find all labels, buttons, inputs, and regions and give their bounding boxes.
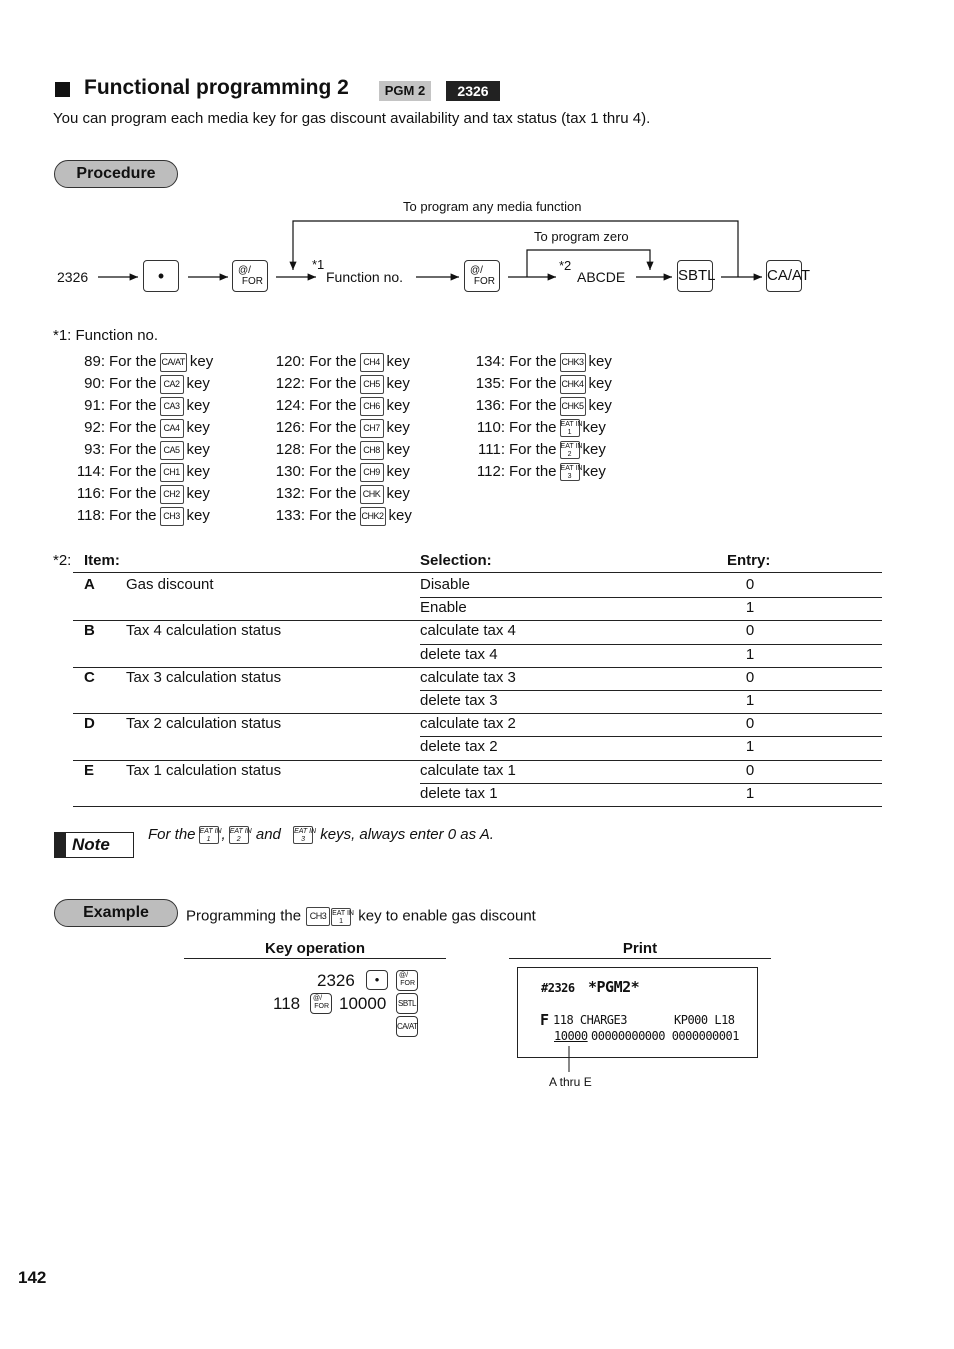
table-entry: 0 — [745, 576, 755, 593]
function-pre: For the — [509, 441, 557, 458]
function-post: key — [588, 353, 612, 370]
function-list-item — [55, 483, 235, 505]
header-selection: Selection: — [420, 552, 492, 569]
media-key: CA4 — [160, 419, 184, 438]
example-desc-pre: Programming the — [186, 907, 302, 925]
function-pre: For the — [509, 419, 557, 436]
header-entry: Entry: — [727, 552, 771, 569]
page-number: 142 — [18, 1268, 47, 1287]
function-list-heading: *1: Function no. — [53, 327, 159, 344]
function-number: 128: — [275, 441, 305, 458]
note-text — [148, 826, 494, 844]
function-pre: For the — [309, 353, 357, 370]
media-key: CH6 — [360, 397, 384, 416]
function-list-item — [455, 439, 635, 461]
example-desc — [186, 907, 536, 926]
function-pre: For the — [109, 397, 157, 414]
table-entry: 0 — [745, 761, 755, 779]
eatin-1-key: EAT IN 1 — [199, 828, 222, 844]
function-post: key — [386, 485, 410, 502]
table-group-letter: C — [84, 668, 95, 686]
table-entry: 0 — [745, 715, 755, 733]
table-group-letter: A — [84, 576, 95, 593]
keyop-dot-key: • — [366, 970, 388, 990]
receipt-line3-abcde: 10000 — [554, 1029, 588, 1043]
media-key: CA3 — [160, 397, 184, 416]
function-list-item — [255, 395, 435, 417]
table-selection: delete tax 2 — [420, 738, 498, 756]
function-post: key — [582, 441, 606, 458]
function-post: key — [386, 353, 410, 370]
function-pre: For the — [509, 397, 557, 414]
for-key-top: @/ — [238, 265, 251, 276]
for-key — [232, 260, 268, 292]
function-pre: For the — [509, 463, 557, 480]
function-post: key — [388, 507, 412, 524]
intro-text: You can program each media key for gas discount availability and tax status (tax 1 thru 4). — [53, 110, 651, 127]
ch3-key: CH3 — [306, 907, 330, 926]
example-desc-post: key to enable gas discount — [358, 907, 536, 925]
keyop-line2-num2: 10000 — [339, 994, 387, 1013]
function-number: 114: — [76, 463, 105, 480]
receipt-line2-charge: 118 CHARGE3 — [553, 1013, 627, 1027]
note-post: keys, always enter 0 as A. — [320, 826, 494, 843]
note2-mark: *2 — [559, 258, 572, 273]
table-rule — [420, 644, 882, 645]
note-pre: For the — [148, 826, 196, 843]
function-post: key — [186, 375, 210, 392]
loop-zero-label: To program zero — [534, 229, 629, 244]
function-list-item — [455, 417, 635, 439]
keyop-for-key-2: @/ FOR — [310, 993, 332, 1014]
function-col-1 — [55, 351, 235, 527]
caat-key: CA/AT — [766, 260, 802, 292]
media-key: CHK — [360, 485, 384, 504]
function-pre: For the — [309, 485, 357, 502]
table-selection: delete tax 4 — [420, 645, 498, 663]
for-key-bottom: FOR — [473, 276, 495, 287]
function-pre: For the — [309, 463, 357, 480]
function-post: key — [186, 397, 210, 414]
function-pre: For the — [109, 419, 157, 436]
function-post: key — [186, 441, 210, 458]
function-pre: For the — [309, 419, 357, 436]
function-pre: For the — [109, 375, 157, 392]
function-post: key — [588, 397, 612, 414]
table-group-item: Tax 2 calculation status — [126, 715, 282, 733]
function-list-item — [255, 439, 435, 461]
table-group-item: Tax 3 calculation status — [126, 668, 282, 686]
print-header: Print — [622, 940, 658, 957]
function-number: 93: — [84, 441, 105, 458]
keyop-line2-num1: 118 — [273, 994, 301, 1013]
function-post: key — [186, 419, 210, 436]
function-list-item — [455, 373, 635, 395]
function-post: key — [386, 375, 410, 392]
note1-mark: *1 — [312, 257, 325, 272]
for-key-bottom: FOR — [241, 276, 263, 287]
print-rule — [509, 958, 771, 959]
function-list-item — [55, 439, 235, 461]
table-rule — [420, 736, 882, 737]
table-selection: calculate tax 3 — [420, 668, 516, 686]
function-number: 120: — [275, 353, 305, 370]
code-badge: 2326 — [446, 81, 500, 101]
table-entry: 1 — [745, 692, 755, 709]
media-key: CHK4 — [560, 375, 586, 394]
for-key-2 — [464, 260, 500, 292]
media-key: CH7 — [360, 419, 384, 438]
keyop-line1-num: 2326 — [317, 971, 355, 990]
media-key: CH3 — [160, 507, 184, 526]
function-number: 110: — [476, 419, 505, 436]
function-pre: For the — [509, 375, 557, 392]
function-number: 126: — [275, 419, 305, 436]
function-number: 124: — [275, 397, 305, 414]
function-number: 122: — [275, 375, 305, 392]
table-rule — [420, 783, 882, 784]
keyop-for-key-1: @/ FOR — [396, 970, 418, 991]
function-list-item — [55, 395, 235, 417]
receipt-line1-pgm: *PGM2* — [588, 978, 640, 996]
table-entry: 1 — [745, 738, 755, 756]
table-entry: 1 — [745, 784, 755, 802]
function-number: 90: — [84, 375, 105, 392]
function-post: key — [386, 463, 410, 480]
function-pre: For the — [309, 397, 357, 414]
function-list-item — [55, 505, 235, 527]
function-pre: For the — [109, 353, 157, 370]
table-selection: delete tax 3 — [420, 692, 498, 709]
function-number: 134: — [475, 353, 505, 370]
table-rule — [420, 690, 882, 691]
function-pre: For the — [309, 507, 357, 524]
media-key: CHK3 — [560, 353, 586, 372]
note-sep: , — [221, 826, 226, 843]
media-key: CH8 — [360, 441, 384, 460]
table-rule — [73, 667, 882, 668]
header-item: Item: — [84, 552, 120, 569]
function-post: key — [582, 463, 606, 480]
media-key: CH5 — [360, 375, 384, 394]
function-list-item — [455, 395, 635, 417]
function-list-item — [255, 351, 435, 373]
function-list-item — [55, 461, 235, 483]
table-selection: Enable — [420, 599, 467, 617]
function-post: key — [386, 419, 410, 436]
note-label: Note — [72, 835, 110, 854]
note-and: and — [255, 826, 281, 843]
function-list-item — [55, 373, 235, 395]
function-pre: For the — [109, 463, 157, 480]
function-number: 136: — [475, 397, 505, 414]
media-key: CA/AT — [160, 353, 187, 372]
function-number: 112: — [476, 463, 505, 480]
table-rule — [73, 760, 882, 761]
table-header-rule — [73, 572, 882, 573]
table-rule — [73, 713, 882, 714]
function-number: 91: — [84, 397, 105, 414]
function-number: 89: — [84, 353, 105, 370]
function-post: key — [588, 375, 612, 392]
function-list-item — [455, 351, 635, 373]
function-pre: For the — [109, 507, 157, 524]
table-entry: 0 — [745, 622, 755, 640]
function-number: 116: — [76, 485, 105, 502]
receipt-line2-f: F — [540, 1011, 549, 1029]
loop-any-label: To program any media function — [403, 199, 582, 214]
media-key: CH9 — [360, 463, 384, 482]
function-post: key — [386, 441, 410, 458]
eatin-3-key: EAT IN 3 — [294, 828, 317, 844]
function-number: 135: — [475, 375, 505, 392]
table-group-item: Tax 1 calculation status — [126, 761, 282, 779]
function-post: key — [186, 485, 210, 502]
function-post: key — [386, 397, 410, 414]
function-post: key — [186, 463, 210, 480]
media-key: CHK2 — [360, 507, 386, 526]
table-mark: *2: — [53, 552, 72, 569]
function-pre: For the — [109, 485, 157, 502]
table-group-item: Tax 4 calculation status — [126, 622, 282, 640]
dot-key: • — [143, 260, 179, 292]
table-entry: 1 — [745, 645, 755, 663]
table-selection: calculate tax 4 — [420, 622, 516, 640]
table-group-letter: E — [84, 761, 95, 779]
function-number: 133: — [275, 507, 305, 524]
keyop-rule — [184, 958, 446, 959]
function-list-item — [55, 351, 235, 373]
page-title: Functional programming 2 — [84, 76, 349, 99]
function-list-item — [255, 417, 435, 439]
table-rule — [73, 620, 882, 621]
function-list-item — [255, 461, 435, 483]
function-post: key — [189, 353, 214, 370]
table-selection: calculate tax 1 — [420, 761, 516, 779]
function-post: key — [186, 507, 210, 524]
function-list-item — [255, 373, 435, 395]
receipt-callout: A thru E — [549, 1075, 592, 1089]
media-key: CH1 — [160, 463, 184, 482]
function-number: 132: — [275, 485, 305, 502]
function-number: 118: — [76, 507, 105, 524]
eatin-key: EAT IN 3 — [560, 465, 583, 481]
function-pre: For the — [309, 441, 357, 458]
eatin-key: EAT IN 1 — [560, 421, 583, 437]
media-key: CH4 — [360, 353, 384, 372]
function-list-item — [455, 461, 635, 483]
table-selection: Disable — [420, 576, 471, 593]
keyop-caat-key: CA/AT — [396, 1016, 418, 1037]
function-col-3 — [455, 351, 635, 483]
table-selection: calculate tax 2 — [420, 715, 516, 733]
procedure-label: Procedure — [54, 160, 178, 188]
function-pre: For the — [309, 375, 357, 392]
table-rule — [73, 806, 882, 807]
function-list-item — [55, 417, 235, 439]
function-no-label: Function no. — [326, 269, 404, 285]
sbtl-key: SBTL — [677, 260, 713, 292]
table-selection: delete tax 1 — [420, 784, 498, 802]
function-col-2 — [255, 351, 435, 527]
function-pre: For the — [109, 441, 157, 458]
example-label: Example — [54, 899, 178, 927]
abcde-label: ABCDE — [577, 269, 626, 285]
media-key: CA2 — [160, 375, 184, 394]
function-number: 130: — [275, 463, 305, 480]
table-group-letter: D — [84, 715, 95, 733]
mode-badge: PGM 2 — [379, 81, 431, 101]
table-entry: 0 — [745, 668, 755, 686]
function-number: 92: — [84, 419, 105, 436]
eatin-2-key: EAT IN 2 — [229, 828, 252, 844]
table-entry: 1 — [745, 599, 755, 617]
eatin-1-key-ex: EAT IN 1 — [332, 909, 354, 925]
function-pre: For the — [509, 353, 557, 370]
receipt-line3-rest: 00000000000 0000000001 — [591, 1029, 739, 1043]
media-key: CHK5 — [560, 397, 586, 416]
table-group-item: Gas discount — [126, 576, 214, 593]
table-rule — [420, 597, 882, 598]
function-list-item — [255, 505, 435, 527]
table-group-letter: B — [84, 622, 95, 640]
function-list-item — [255, 483, 435, 505]
keyop-header: Key operation — [264, 940, 366, 957]
for-key-top: @/ — [470, 265, 483, 276]
start-code: 2326 — [57, 269, 89, 285]
note-bar — [54, 832, 66, 858]
function-number: 111: — [478, 441, 505, 458]
media-key: CH2 — [160, 485, 184, 504]
receipt-line1-code: #2326 — [541, 981, 575, 995]
function-post: key — [582, 419, 606, 436]
eatin-key: EAT IN 2 — [560, 443, 583, 459]
receipt-line2-kp: KP000 L18 — [674, 1013, 735, 1027]
keyop-sbtl-key: SBTL — [396, 993, 418, 1014]
media-key: CA5 — [160, 441, 184, 460]
